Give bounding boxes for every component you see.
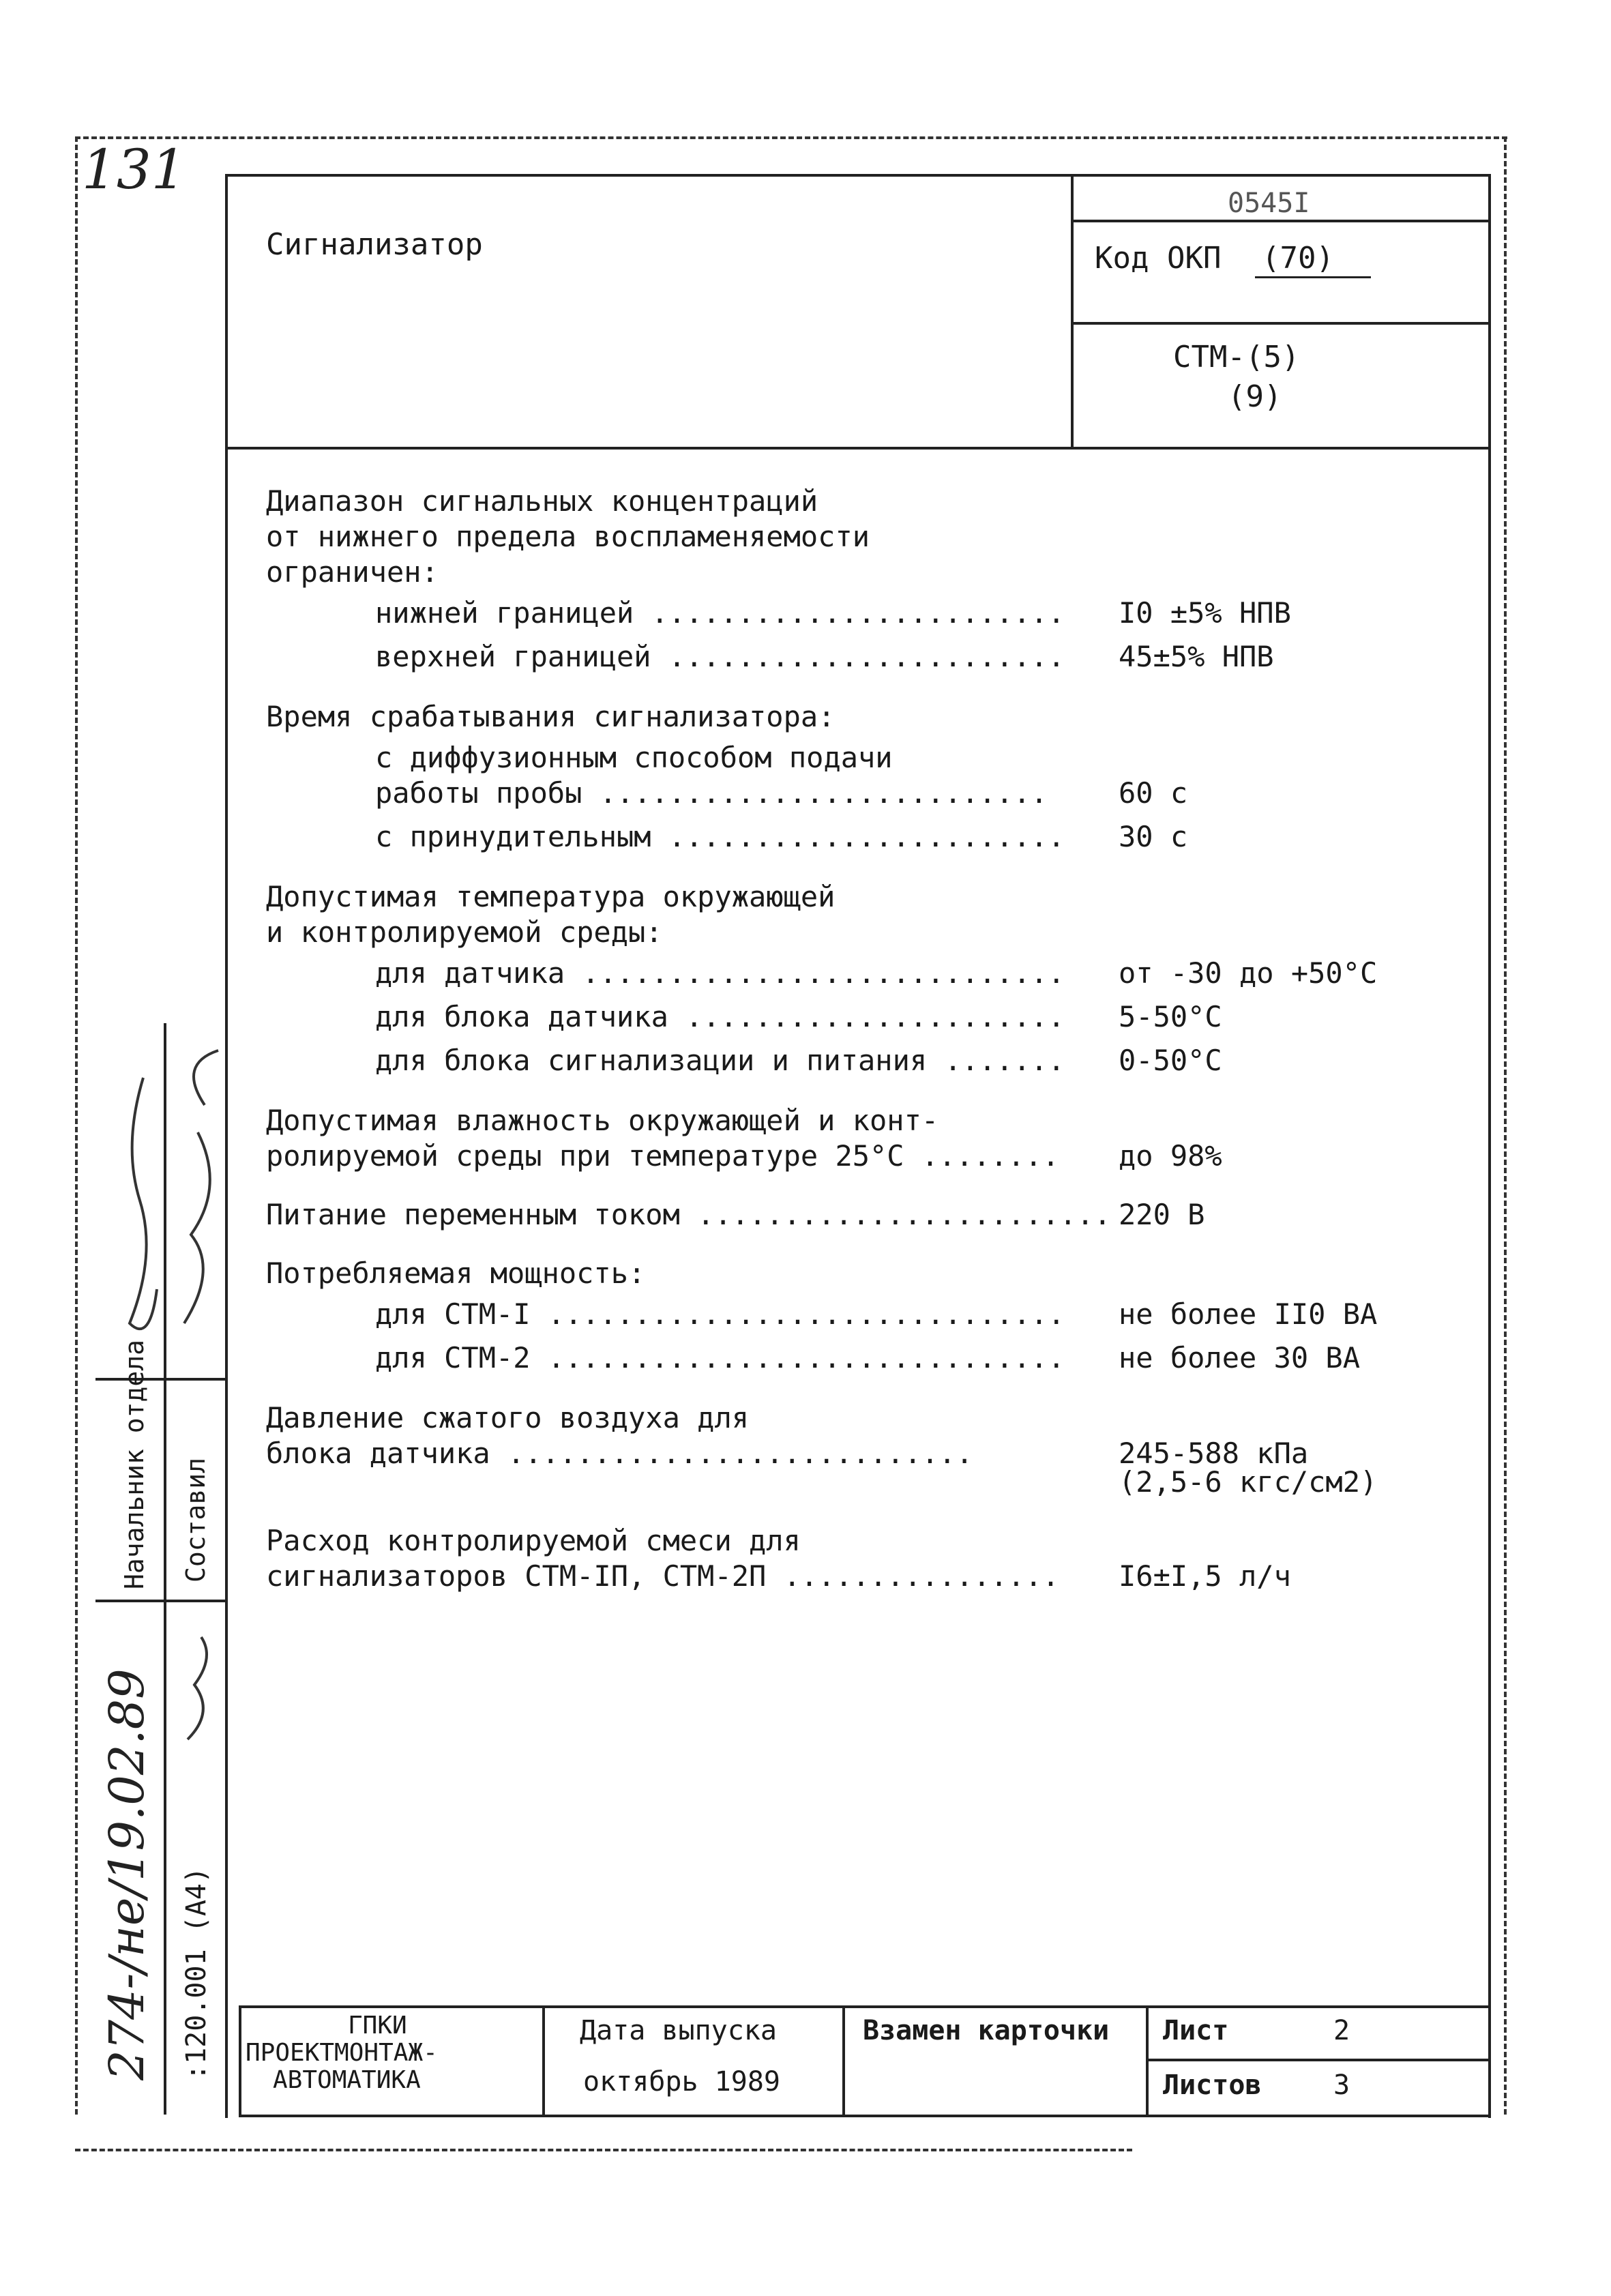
spec-value: 220 В: [1119, 1198, 1205, 1231]
side-column-top: [95, 1378, 225, 1381]
header-divider: [1071, 174, 1074, 447]
spec-label: для датчика ............................: [375, 956, 1065, 990]
footer-top-line: [239, 2005, 1490, 2008]
spec-value: 30 с: [1119, 820, 1188, 853]
spec-label: работы пробы ..........................: [375, 776, 1048, 810]
frame-bottom: [75, 2149, 1132, 2151]
org-line2: ПРОЕКТМОНТАЖ-: [246, 2039, 438, 2067]
spec-label: для блока сигнализации и питания .......: [375, 1044, 1065, 1077]
footer-sheet-divider: [1146, 2059, 1490, 2061]
header-top-line: [225, 174, 1490, 177]
spec-value: 245-588 кПа: [1119, 1437, 1309, 1470]
signature-compiled: [164, 1023, 239, 1344]
frame-left: [75, 136, 78, 2115]
spec-heading: сигнализаторов СТМ-IП, СТМ-2П ................: [266, 1559, 1060, 1593]
spec-heading: Питание переменным током ........................: [266, 1198, 1112, 1231]
okp-label: Код ОКП: [1095, 241, 1222, 276]
footer-left-line: [239, 2005, 241, 2115]
spec-label: с принудительным .......................: [375, 820, 1065, 853]
spec-heading: ролируемой среды при температуре 25°С ........: [266, 1139, 1060, 1173]
spec-value: I0 ±5% НПВ: [1119, 596, 1291, 630]
spec-heading: Диапазон сигнальных концентраций: [266, 484, 818, 518]
sheets-label: Листов: [1163, 2070, 1262, 2101]
spec-value: 60 с: [1119, 776, 1188, 810]
spec-heading: от нижнего предела воспламеняемости: [266, 520, 870, 553]
spec-value: I6±I,5 л/ч: [1119, 1559, 1291, 1593]
code-divider: [1071, 220, 1488, 222]
frame-right: [1504, 136, 1507, 2115]
model-line2: (9): [1228, 379, 1282, 414]
registration-number: 274-/не/19.02.89: [99, 1668, 155, 2080]
spec-heading: Потребляемая мощность:: [266, 1256, 646, 1290]
sheet-label: Лист: [1163, 2015, 1229, 2046]
compiled-by-label: Составил: [181, 1457, 211, 1583]
spec-heading: ограничен:: [266, 555, 439, 589]
spec-heading: Давление сжатого воздуха для: [266, 1401, 750, 1434]
spec-label: верхней границей .......................: [375, 640, 1065, 673]
spec-value: (2,5-6 кгс/см2): [1119, 1465, 1378, 1499]
replace-card-label: Взамен карточки: [863, 2015, 1110, 2046]
spec-label: для СТМ-2 ..............................: [375, 1341, 1065, 1374]
spec-value: 0-50°С: [1119, 1044, 1222, 1077]
spec-heading: Допустимая влажность окружающей и конт-: [266, 1104, 939, 1137]
issue-value: октябрь 1989: [583, 2066, 780, 2098]
spec-value: 45±5% НПВ: [1119, 640, 1274, 673]
footer-bottom-line: [239, 2115, 1490, 2117]
format-label: :120.001 (А4): [181, 1866, 212, 2080]
page-number: 131: [82, 138, 186, 201]
spec-label: для СТМ-I ..............................: [375, 1297, 1065, 1331]
spec-heading: блока датчика ...........................: [266, 1437, 973, 1470]
footer-col2: [842, 2005, 845, 2115]
frame-top: [75, 136, 1507, 139]
okp-value: (70): [1262, 241, 1334, 276]
sheet-value: 2: [1333, 2015, 1350, 2046]
org-line1: ГПКИ: [348, 2012, 407, 2040]
spec-label: с диффузионным способом подачи: [375, 741, 893, 774]
spec-label: нижней границей ........................: [375, 596, 1065, 630]
side-column-bottom: [95, 1600, 225, 1602]
spec-heading: Расход контролируемой смеси для: [266, 1524, 801, 1557]
product-title: Сигнализатор: [266, 227, 483, 262]
okp-divider: [1071, 322, 1488, 325]
spec-value: 5-50°С: [1119, 1000, 1222, 1033]
code-number: 0545I: [1228, 188, 1310, 219]
head-of-department-label: Начальник отдела: [119, 1339, 149, 1589]
header-bottom-line: [225, 447, 1490, 450]
signature-small: [174, 1630, 228, 1746]
spec-heading: Время срабатывания сигнализатора:: [266, 700, 836, 733]
spec-heading: Допустимая температура окружающей: [266, 880, 836, 913]
okp-underline: [1255, 276, 1371, 278]
org-line3: АВТОМАТИКА: [273, 2066, 421, 2094]
signature-head: [102, 1064, 171, 1357]
spec-value: до 98%: [1119, 1139, 1222, 1173]
spec-value: не более 30 ВА: [1119, 1341, 1361, 1374]
footer-col1: [542, 2005, 545, 2115]
sheets-value: 3: [1333, 2070, 1350, 2101]
header-right-line: [1488, 174, 1491, 2118]
spec-heading: и контролируемой среды:: [266, 915, 663, 949]
model-line1: СТМ-(5): [1173, 340, 1300, 374]
issue-label: Дата выпуска: [580, 2015, 777, 2046]
spec-label: для блока датчика ......................: [375, 1000, 1065, 1033]
spec-value: не более II0 ВА: [1119, 1297, 1378, 1331]
spec-value: от -30 до +50°С: [1119, 956, 1378, 990]
